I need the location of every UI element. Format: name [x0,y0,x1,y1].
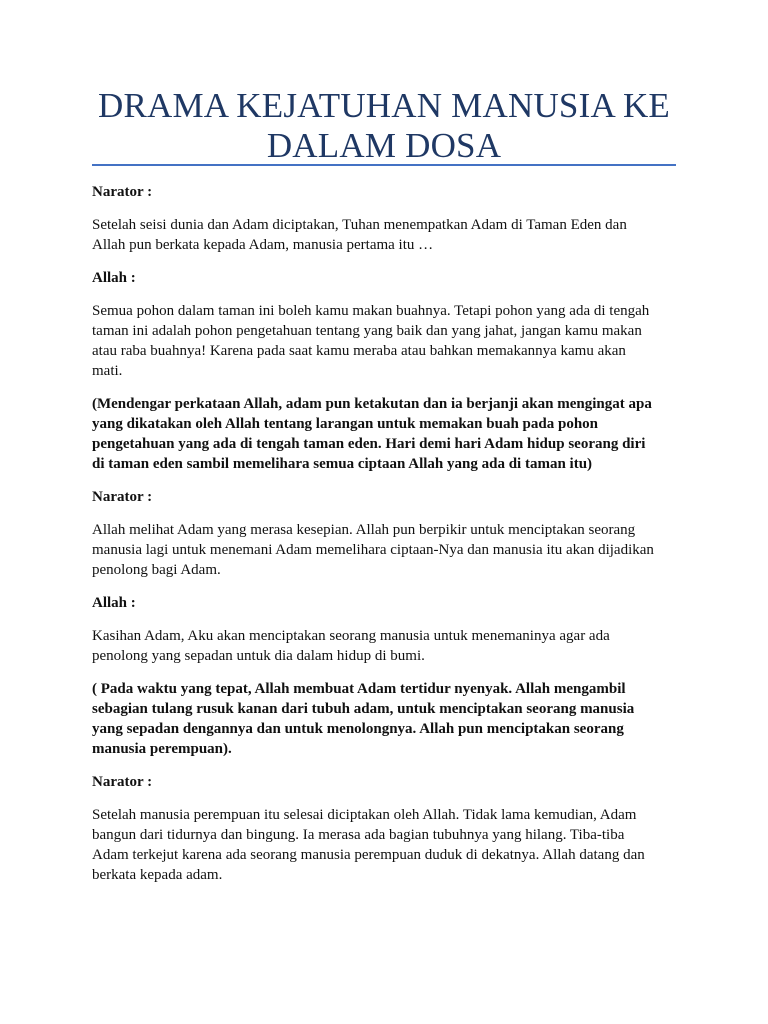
speaker-label: Narator : [92,184,153,200]
text-line: di taman eden sambil memelihara semua ciptaan Allah yang ada di taman itu) [92,456,593,472]
dialogue-paragraph [92,520,676,580]
text-line: penolong bagi Adam. [92,562,221,578]
text-line: pengetahuan yang ada di tengah taman eden. Hari demi hari Adam hidup seorang diri [92,436,646,452]
dialogue-paragraph [92,215,676,255]
title-line-2: DALAM DOSA [266,126,502,165]
text-line: taman ini adalah pohon pengetahuan tentang yang baik dan yang jahat, jangan kamu makan [92,323,642,339]
dialogue-paragraph [92,301,676,381]
document-body [92,182,676,898]
stage-direction [92,679,676,759]
text-line: Setelah seisi dunia dan Adam diciptakan, Tuhan menempatkan Adam di Taman Eden dan [92,217,627,233]
text-line: manusia lagi untuk menemani Adam memelihara ciptaan-Nya dan manusia itu akan dijadikan [92,542,654,558]
text-line: Kasihan Adam, Aku akan menciptakan seorang manusia untuk menemaninya agar ada [92,628,610,644]
text-line: yang dikatakan oleh Allah tentang larangan untuk memakan buah pada pohon [92,416,599,432]
text-line: Setelah manusia perempuan itu selesai diciptakan oleh Allah. Tidak lama kemudian, Adam [92,807,637,823]
speaker-label: Allah : [92,595,136,611]
text-line: ( Pada waktu yang tepat, Allah membuat Adam tertidur nyenyak. Allah mengambil [92,681,626,697]
title-divider [92,164,676,166]
text-line: berkata kepada adam. [92,867,223,883]
stage-direction [92,394,676,474]
text-line: sebagian tulang rusuk kanan dari tubuh adam, untuk menciptakan seorang manusia [92,701,635,717]
text-line: Allah melihat Adam yang merasa kesepian. Allah pun berpikir untuk menciptakan seorang [92,522,636,538]
title-line-1: DRAMA KEJATUHAN MANUSIA KE [97,86,671,125]
document-title [92,86,676,166]
dialogue-paragraph [92,626,676,666]
text-line: penolong yang sepadan untuk dia dalam hidup di bumi. [92,648,425,664]
text-line: manusia perempuan). [92,741,232,757]
text-line: bangun dari tidurnya dan bingung. Ia merasa ada bagian tubuhnya yang hilang. Tiba-tiba [92,827,625,843]
text-line: atau raba buahnya! Karena pada saat kamu meraba atau bahkan memakannya kamu akan [92,343,626,359]
text-line: Semua pohon dalam taman ini boleh kamu makan buahnya. Tetapi pohon yang ada di tengah [92,303,650,319]
text-line: Adam terkejut karena ada seorang manusia perempuan duduk di dekatnya. Allah datang dan [92,847,645,863]
speaker-label: Narator : [92,774,153,790]
text-line: mati. [92,363,123,379]
speaker-label: Narator : [92,489,153,505]
dialogue-paragraph [92,805,676,885]
text-line: yang sepadan dengannya dan untuk menolongnya. Allah pun menciptakan seorang [92,721,624,737]
speaker-label: Allah : [92,270,136,286]
text-line: Allah pun berkata kepada Adam, manusia pertama itu … [92,237,434,253]
text-line: (Mendengar perkataan Allah, adam pun ketakutan dan ia berjanji akan mengingat apa [92,396,652,412]
